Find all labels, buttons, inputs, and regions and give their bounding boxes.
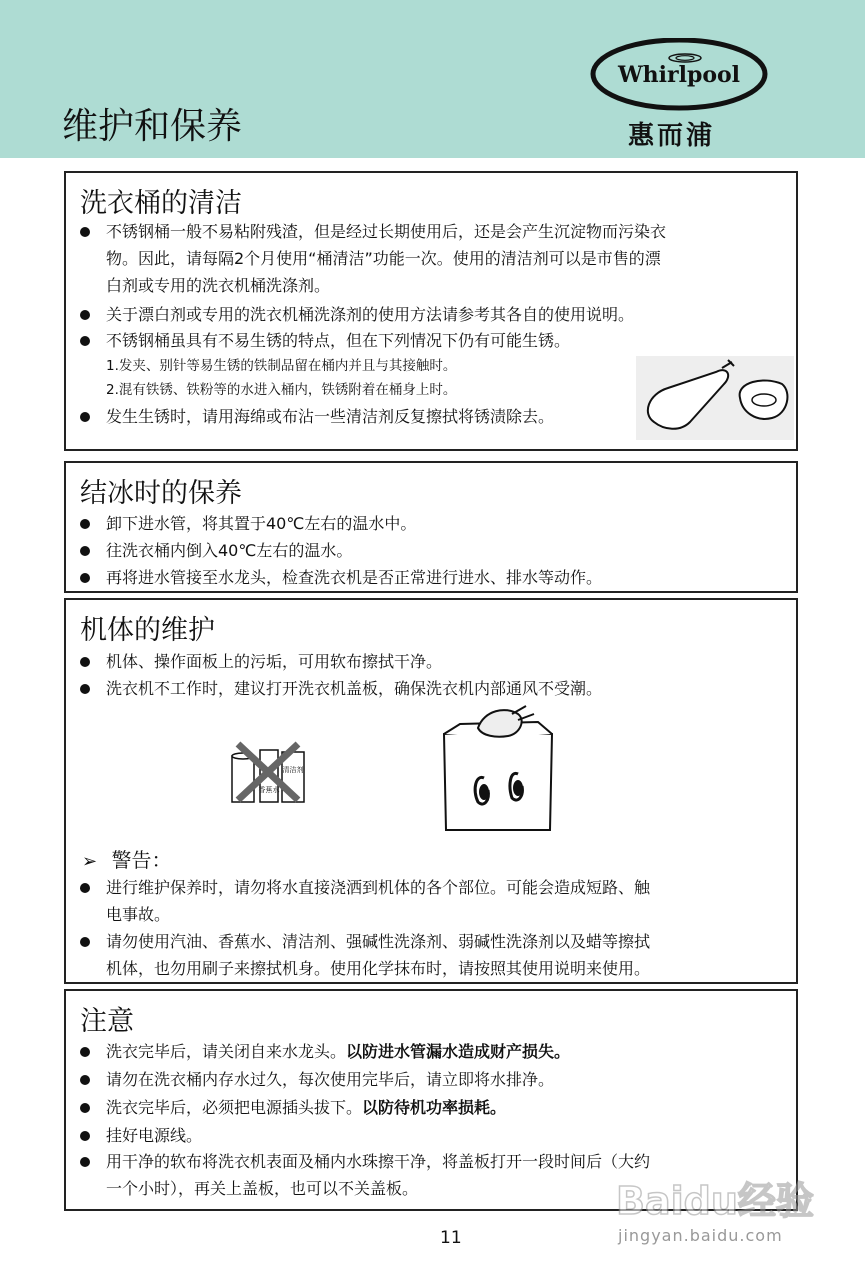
list-item: 洗衣完毕后，必须把电源插头拔下。以防待机功率损耗。 <box>80 1094 780 1121</box>
bullet-icon <box>80 546 90 556</box>
page-number: 11 <box>440 1228 462 1248</box>
arrow-right-icon: ➢ <box>82 851 98 872</box>
section-body-maintenance <box>64 598 798 984</box>
list-item: 往洗衣桶内倒入40℃左右的温水。 <box>80 537 780 564</box>
sub-item: 2.混有铁锈、铁粉等的水进入桶内，铁锈附着在桶身上时。 <box>106 382 457 398</box>
section-title: 机体的维护 <box>80 615 215 646</box>
bullet-icon <box>80 519 90 529</box>
bullet-icon <box>80 310 90 320</box>
section-title: 洗衣桶的清洁 <box>80 188 242 219</box>
bullet-icon <box>80 1103 90 1113</box>
list-item: 用干净的软布将洗衣机表面及桶内水珠擦干净，将盖板打开一段时间后（大约 一个小时），再关上盖板，也可以不关盖板。 <box>80 1148 780 1202</box>
bullet-icon <box>80 1131 90 1141</box>
list-item: 不锈钢桶虽具有不易生锈的特点，但在下列情况下仍有可能生锈。 <box>80 327 780 354</box>
bullet-icon <box>80 684 90 694</box>
bullet-icon <box>80 1075 90 1085</box>
bullet-icon <box>80 657 90 667</box>
bullet-icon <box>80 883 90 893</box>
bullet-icon <box>80 1157 90 1167</box>
list-item: 卸下进水管，将其置于40℃左右的温水中。 <box>80 510 780 537</box>
brand-chinese-name: 惠而浦 <box>628 121 716 151</box>
bullet-icon <box>80 937 90 947</box>
list-item: 请勿在洗衣桶内存水过久，每次使用完毕后，请立即将水排净。 <box>80 1066 780 1093</box>
list-item: 洗衣完毕后，请关闭自来水龙头。以防进水管漏水造成财产损失。 <box>80 1038 780 1065</box>
bullet-icon <box>80 1047 90 1057</box>
list-item: 不锈钢桶一般不易粘附残渣，但是经过长期使用后，还是会产生沉淀物而污染衣 物。因此，请每隔2个月使用“桶清洁”功能一次。使用的清洁剂可以是市售的漂 白剂或专用的洗衣机桶洗涤剂。 <box>80 218 780 299</box>
section-drum-cleaning <box>64 171 798 451</box>
section-freeze-care <box>64 461 798 593</box>
svg-text:Baidu经验: Baidu经验 <box>616 1179 814 1223</box>
list-item: 挂好电源线。 <box>80 1122 780 1149</box>
sub-item: 1.发夹、别针等易生锈的铁制品留在桶内并且与其接触时。 <box>106 358 457 374</box>
list-item: 进行维护保养时，请勿将水直接浇洒到机体的各个部位。可能会造成短路、触 电事故。 <box>80 874 780 928</box>
list-item: 洗衣机不工作时，建议打开洗衣机盖板，确保洗衣机内部通风不受潮。 <box>80 675 780 702</box>
sponge-bottle-illustration <box>636 356 794 440</box>
warning-heading: ➢ 警告： <box>82 848 172 872</box>
list-item: 关于漂白剂或专用的洗衣机桶洗涤剂的使用方法请参考其各自的使用说明。 <box>80 301 780 328</box>
list-item: 发生生锈时，请用海绵或布沾一些清洁剂反复擦拭将锈渍除去。 <box>80 403 640 430</box>
section-title: 结冰时的保养 <box>80 478 242 509</box>
bullet-icon <box>80 412 90 422</box>
section-title: 注意 <box>80 1006 134 1037</box>
page-title: 维护和保养 <box>62 106 243 147</box>
svg-text:Whirlpool: Whirlpool <box>617 62 741 88</box>
svg-text:清洁剂: 清洁剂 <box>282 766 304 774</box>
list-item: 请勿使用汽油、香蕉水、清洁剂、强碱性洗涤剂、弱碱性洗涤剂以及蜡等擦拭 机体，也勿用刷子来擦拭机身。使用化学抹布时，请按照其使用说明来使用。 <box>80 928 780 982</box>
no-chemicals-illustration <box>228 740 308 806</box>
wiping-machine-illustration <box>438 704 558 836</box>
bullet-icon <box>80 573 90 583</box>
bullet-icon <box>80 227 90 237</box>
svg-text:香蕉水: 香蕉水 <box>258 786 280 794</box>
watermark-url: jingyan.baidu.com <box>618 1226 783 1245</box>
list-item: 再将进水管接至水龙头，检查洗衣机是否正常进行进水、排水等动作。 <box>80 564 780 591</box>
bullet-icon <box>80 336 90 346</box>
list-item: 机体、操作面板上的污垢，可用软布擦拭干净。 <box>80 648 780 675</box>
